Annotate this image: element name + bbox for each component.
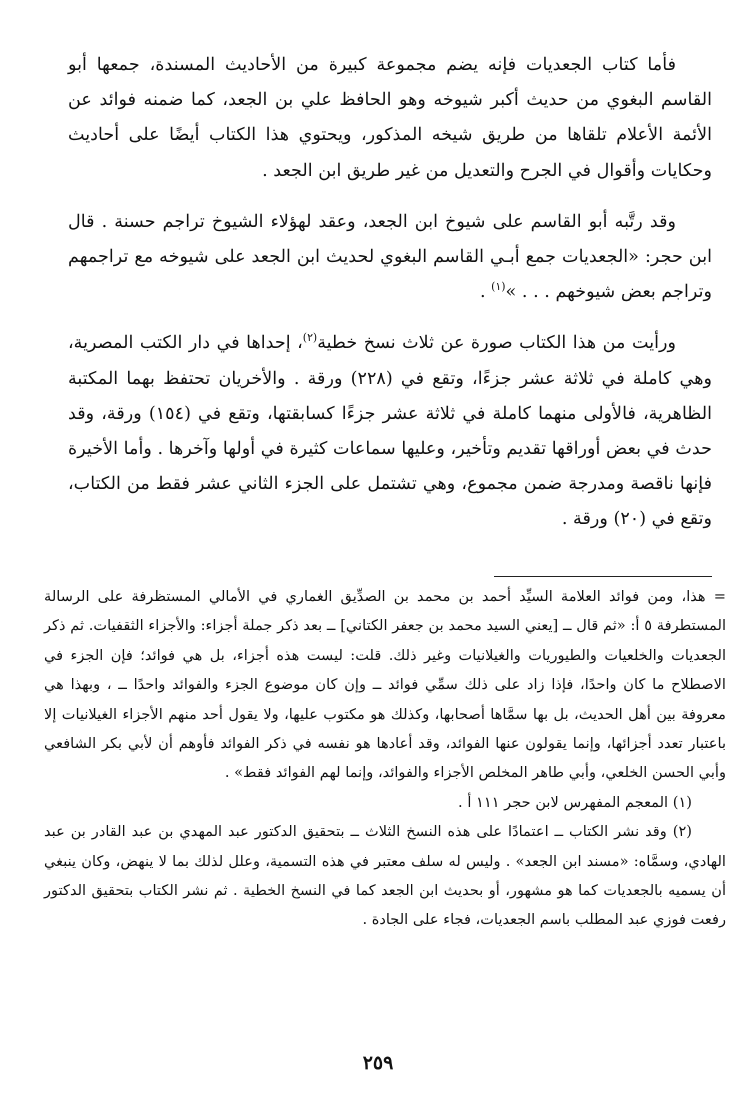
main-text (68, 48, 712, 554)
page-number: ٢٥٩ (362, 1052, 394, 1074)
paragraph-2 (68, 205, 712, 311)
paragraph-1-text: فأما كتاب الجعديات فإنه يضم مجموعة كبيرة من الأحاديث المسندة، جمعها أبو القاسم البغوي من حديث أكبر شيوخه وهو الحافظ علي بن الجعد، كما ضمنه فوائد عن الأئمة الأعلام تلقاها من طريق شيخه المذكور، ويحتوي هذا الكتاب أيضًا على أحاديث وحكايات وأقوال في الجرح والتعديل من غير طريق ابن الجعد . (68, 55, 712, 181)
footnotes (44, 582, 726, 935)
paragraph-2-text: وقد رتَّبه أبو القاسم على شيوخ ابن الجعد، وعقد لهؤلاء الشيوخ تراجم حسنة . قال ابن حجر: «الجعديات جمع أبـي القاسم البغوي لحديث ابن الجعد على شيوخه مع تراجمهم وتراجم بعض شيوخهم . . . » (68, 211, 712, 303)
paragraph-3-tail: ، إحداها في دار الكتب المصرية، وهي كاملة في ثلاثة عشر جزءًا، وتقع في (٢٢٨) ورقة . والأخريان تحتفظ بهما المكتبة الظاهرية، فالأولى منهما كاملة في ثلاثة عشر جزءًا كسابقتها، وتقع في (١٥٤) ورقة، وقد حدث في بعض أوراقها تقديم وتأخير، وعليها سماعات كثيرة في أولها وآخرها . وأما الأخيرة فإنها ناقصة ومدرجة ضمن مجموع، وهي تشتمل على الجزء الثاني عشر فقط من الكتاب، وتقع في (٢٠) ورقة . (68, 333, 712, 530)
paragraph-3-text: ورأيت من هذا الكتاب صورة عن ثلاث نسخ خطية (317, 333, 676, 354)
footnote-separator (494, 576, 712, 577)
paragraph-2-tail: . (479, 282, 492, 303)
paragraph-1 (68, 48, 712, 189)
footnote-ref-1: (١) (491, 280, 506, 294)
footnote-1: (١) المعجم المفهرس لابن حجر ١١١ أ . (458, 793, 692, 811)
footnote-ref-2: (٢) (302, 331, 318, 345)
footnote-2: (٢) وقد نشر الكتاب ــ اعتمادًا على هذه النسخ الثلاث ــ بتحقيق الدكتور عبد المهدي بن عبد القادر بن عبد الهادي، وسمَّاه: «مسند ابن الجعد» . وليس له سلف معتبر في هذه التسمية، وعلل لذلك بما لا ينهض، وكان ينبغي أن يسميه بالجعديات كما هو مشهور، أو بحديث ابن الجعد كما في النسخ الخطية . ثم نشر الكتاب بتحقيق الدكتور رفعت فوزي عبد المطلب باسم الجعديات، فجاء على الجادة . (44, 823, 726, 929)
paragraph-3 (68, 326, 712, 537)
footnote-continuation: = هذا، ومن فوائد العلامة السيِّد أحمد بن محمد بن الصدِّيق الغماري في الأمالي المستظرفة على الرسالة المستطرفة ٥ أ: «ثم قال ــ [يعني السيد محمد بن جعفر الكتاني] ــ بعد ذكر جملة أجزاء: والأجزاء الثقفيات. ثم ذكر الجعديات والخلعيات والطيوريات والغيلانيات وغير ذلك. قلت: ليست هذه أجزاء، بل هي فوائد؛ فإن الجزء في الاصطلاح ما كان واحدًا، فإذا زاد على ذلك سمِّي فوائد ــ وإن كان موضوع الجزء والفوائد واحدًا ــ ، وبهذا هي معروفة بين أهل الحديث، بل بها سمَّاها أصحابها، وكذلك هو مكتوب عليها، ولا يقول أحد منهم الأجزاء الغيلانيات إلا باعتبار تعدد أجزائها، وإنما يقولون عنها الفوائد، وقد أعادها هو نفسه في ذكر الفوائد فأوهم أن لأبي بكر الشافعي وأبي الحسن الخلعي، وأبي طاهر المخلص الأجزاء والفوائد، وإنما لهم الفوائد فقط» . (44, 588, 726, 782)
